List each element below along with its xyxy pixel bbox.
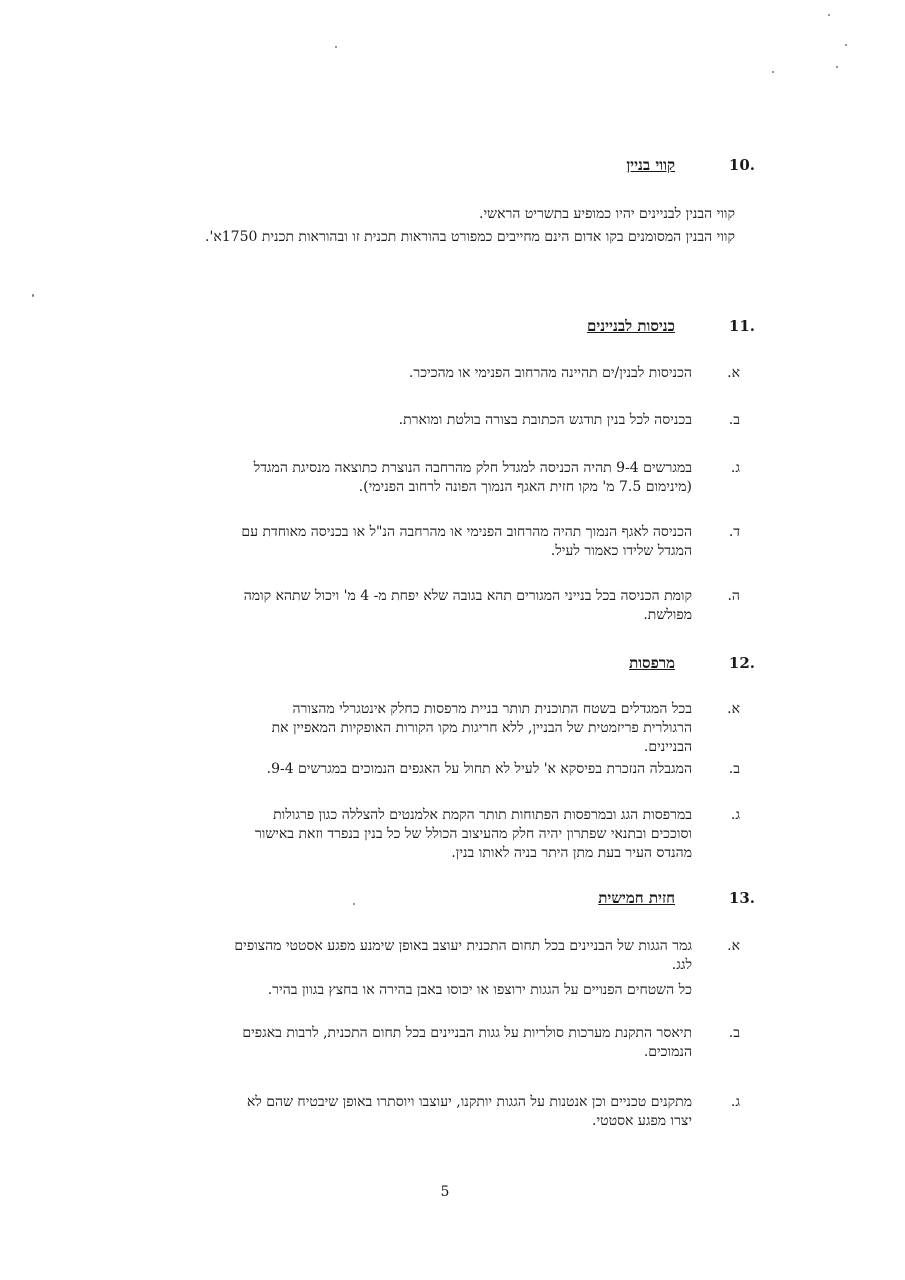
list-item [135, 700, 740, 757]
item-text: גמר הגגות של הבניינים בכל תחום התכנית יעוצב באופן שימנע מפגע אסטטי מהצופים לגג. [234, 938, 692, 973]
item-letter: ב. [728, 1025, 740, 1041]
section-13-heading [135, 889, 755, 908]
item-text: מתקנים טכניים וכן אנטנות על הגגות יותקנו, יעוצבו ויוסתרו באופן שיבטיח שהם לא יצרו מפגע אסטטי. [246, 1094, 692, 1129]
list-item [135, 760, 740, 779]
item-text: קומת הכניסה בכל בנייני המגורים תהא בגובה שלא יפחת מ- 4 מ' ויכול שתהא קומה מפולשת. [243, 588, 692, 623]
section-number: 13. [728, 889, 755, 907]
scan-speck [845, 44, 847, 46]
section-title: כניסות לבניינים [586, 317, 675, 335]
section-title: קווי בניין [626, 156, 675, 174]
list-item [135, 523, 740, 561]
item-letter: ב. [728, 761, 740, 777]
list-item [135, 364, 740, 383]
item-text: במגרשים 9-4 תהיה הכניסה למגדל חלק מהרחבה הנוצרת כתוצאה מנסיגת המגדל (מינימום 7.5 מ' מקו חזית האגף הנמוך הפונה לרחוב הפנימי). [253, 460, 692, 495]
item-text: בכניסה לכל בנין תודגש הכתובת בצורה בולטת ומוארת. [398, 412, 692, 428]
list-item [135, 1024, 740, 1062]
page-number: 5 [440, 1184, 450, 1200]
list-item [135, 459, 740, 497]
scan-speck [32, 294, 34, 297]
section-10-paragraph-1: קווי הבנין לבניינים יהיו כמופיע בתשריט הראשי. [479, 206, 735, 222]
section-title: מרפסות [629, 654, 675, 672]
section-number: 12. [728, 654, 755, 672]
section-10-paragraph-2: קווי הבנין המסומנים בקו אדום הינם מחייבים כמפורט בהוראות תכנית זו ובהוראות תכנית 1750א'. [205, 229, 735, 245]
list-item [135, 981, 740, 1000]
item-letter: ג. [730, 1094, 740, 1110]
list-item [135, 587, 740, 625]
item-text: המגבלה הנזכרת בפיסקא א' לעיל לא תחול על האגפים הנמוכים במגרשים 9-4. [266, 761, 692, 777]
section-12-heading [135, 654, 755, 673]
list-item [135, 937, 740, 975]
list-item [135, 806, 740, 863]
scan-speck [828, 14, 830, 16]
list-item [135, 1093, 740, 1131]
item-text: כל השטחים הפנויים על הגגות ירוצפו או יכוסו באבן בהירה או בחצץ בגוון בהיר. [267, 982, 692, 998]
scan-speck [772, 71, 774, 73]
item-letter: ב. [728, 412, 740, 428]
item-text: הכניסה לאגף הנמוך תהיה מהרחוב הפנימי או מהרחבה הנ"ל או בכניסה מאוחדת עם המגדל שלידו כאמור לעיל. [241, 524, 692, 559]
item-text: במרפסות הגג ובמרפסות הפתוחות תותר הקמת אלמנטים להצללה כגון פרגולות וסוככים ובתנאי שפתרון יהיה חלק מהעיצוב הכולל של כל בנין בנפרד וזאת באישור מהנדס העיר בעת מתן היתר בניה לאותו בנין. [254, 807, 692, 861]
section-number: 11. [728, 317, 755, 335]
item-letter: ד. [728, 524, 740, 540]
item-letter: א. [727, 701, 740, 717]
scan-speck [836, 66, 838, 68]
section-number: 10. [728, 156, 755, 174]
item-letter: ג. [730, 460, 740, 476]
section-title: חזית חמישית [598, 889, 675, 907]
list-item [135, 411, 740, 430]
item-letter: ג. [730, 807, 740, 823]
scan-speck [335, 46, 337, 48]
item-text: תיאסר התקנת מערכות סולריות על גגות הבניינים בכל תחום התכנית, לרבות באגפים הנמוכים. [242, 1025, 692, 1060]
section-11-heading [135, 317, 755, 336]
item-letter: א. [727, 938, 740, 954]
item-letter: א. [727, 365, 740, 381]
item-text: בכל המגדלים בשטח התוכנית תותר בניית מרפסות כחלק אינטגרלי מהצורה הרגולרית פריזמטית של הבניין, ללא חריגות מקו הקורות האופקיות המאפיין את הבניינים. [271, 701, 692, 755]
item-letter: ה. [727, 588, 740, 604]
item-text: הכניסות לבנין/ים תהיינה מהרחוב הפנימי או מהכיכר. [408, 365, 692, 381]
item-letter [692, 981, 740, 1000]
section-10-heading [135, 156, 755, 175]
